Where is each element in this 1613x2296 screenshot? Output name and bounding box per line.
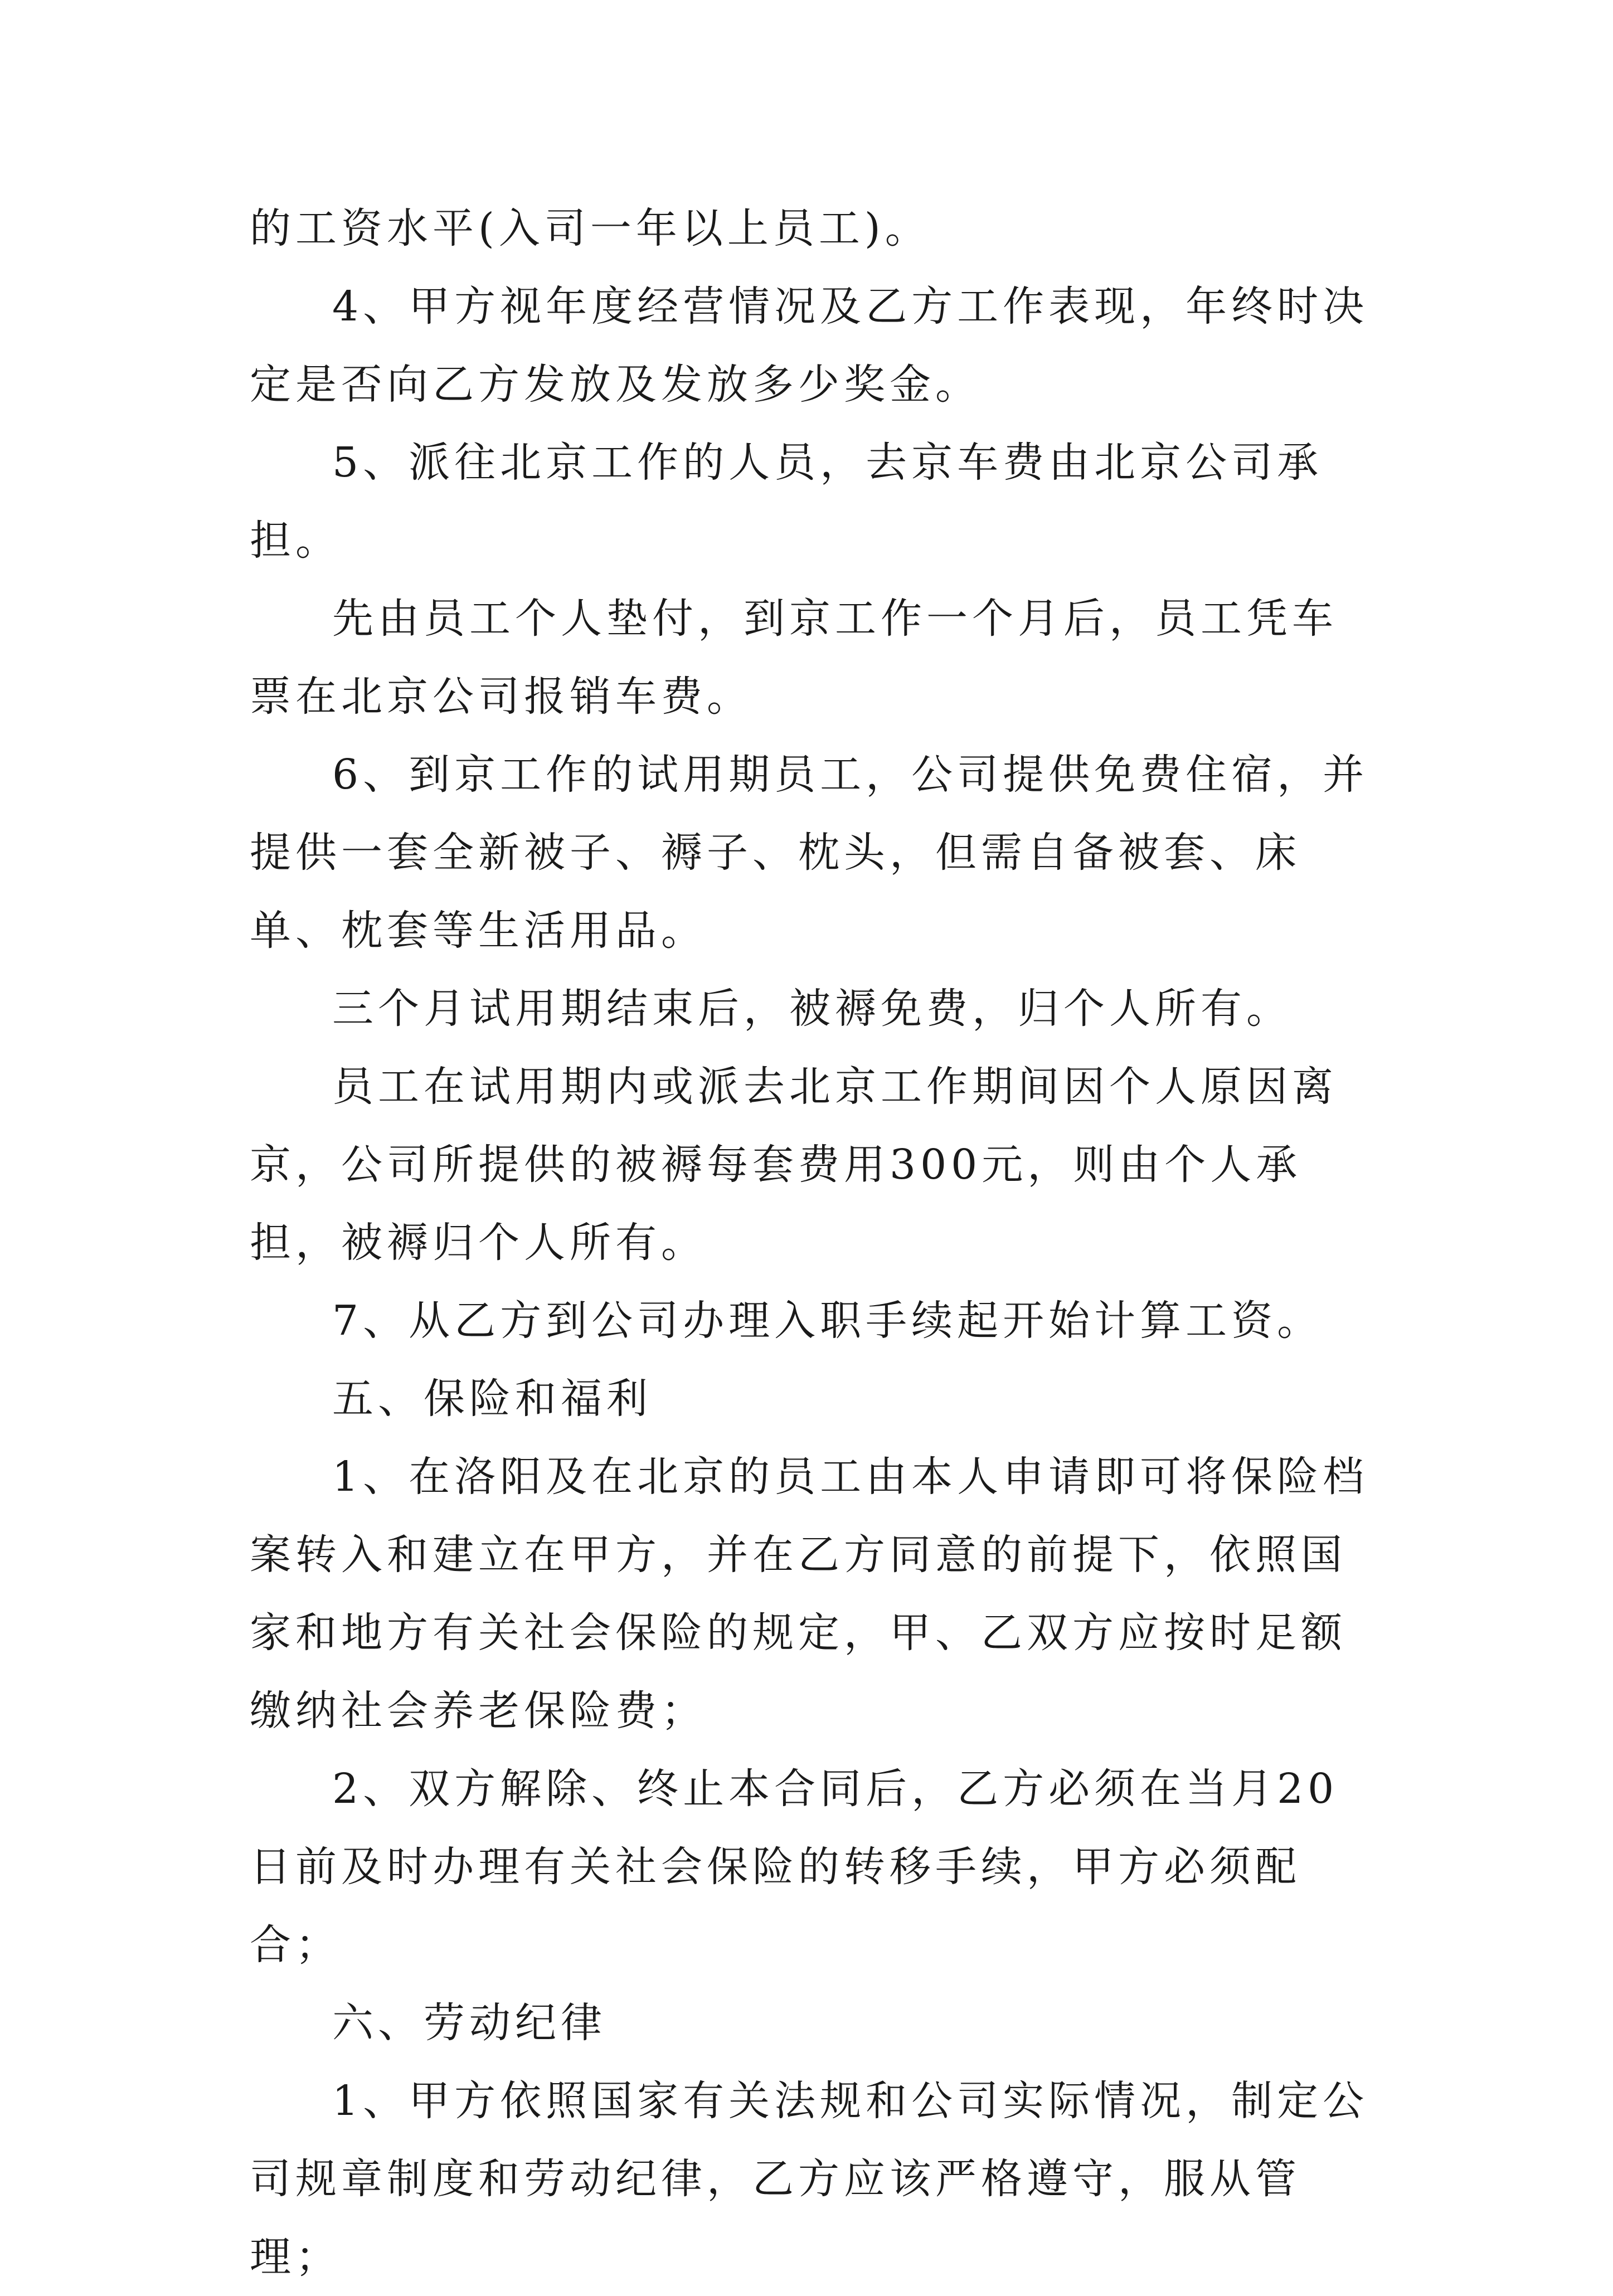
paragraph-item-7-salary-start: 7、从乙方到公司办理入职手续起开始计算工资。 [332, 1297, 1323, 1345]
paragraph-item-5-travel: 5、派往北京工作的人员，去京车费由北京公司承担。 [250, 439, 1323, 565]
paragraph-insurance-2: 2、双方解除、终止本合同后，乙方必须在当月20日前及时办理有关社会保险的转移手续，甲方必须配合； [250, 1765, 1339, 1969]
document-body [250, 189, 1376, 2296]
paragraph-insurance-1: 1、在洛阳及在北京的员工由本人申请即可将保险档案转入和建立在甲方，并在乙方同意的前提下，依照国家和地方有关社会保险的规定，甲、乙双方应按时足额缴纳社会养老保险费； [250, 1453, 1369, 1735]
paragraph-bedding-cost: 员工在试用期内或派去北京工作期间因个人原因离京，公司所提供的被褥每套费用300元，则由个人承担，被褥归个人所有。 [250, 1063, 1338, 1267]
paragraph-item-6-housing: 6、到京工作的试用期员工，公司提供免费住宿，并提供一套全新被子、褥子、枕头，但需自备被套、床单、枕套等生活用品。 [250, 751, 1369, 955]
paragraph-travel-reimbursement: 先由员工个人垫付，到京工作一个月后，员工凭车票在北京公司报销车费。 [250, 595, 1338, 721]
paragraph-item-4-bonus: 4、甲方视年度经营情况及乙方工作表现，年终时决定是否向乙方发放及发放多少奖金。 [250, 283, 1369, 408]
paragraph-discipline-1: 1、甲方依照国家有关法规和公司实际情况，制定公司规章制度和劳动纪律，乙方应该严格遵守，服从管理； [250, 2077, 1369, 2281]
section-heading-discipline: 六、劳动纪律 [332, 1999, 606, 2047]
paragraph-salary-level: 的工资水平(入司一年以上员工)。 [250, 205, 931, 252]
section-heading-insurance: 五、保险和福利 [332, 1375, 652, 1423]
paragraph-bedding-ownership: 三个月试用期结束后，被褥免费，归个人所有。 [332, 985, 1292, 1033]
